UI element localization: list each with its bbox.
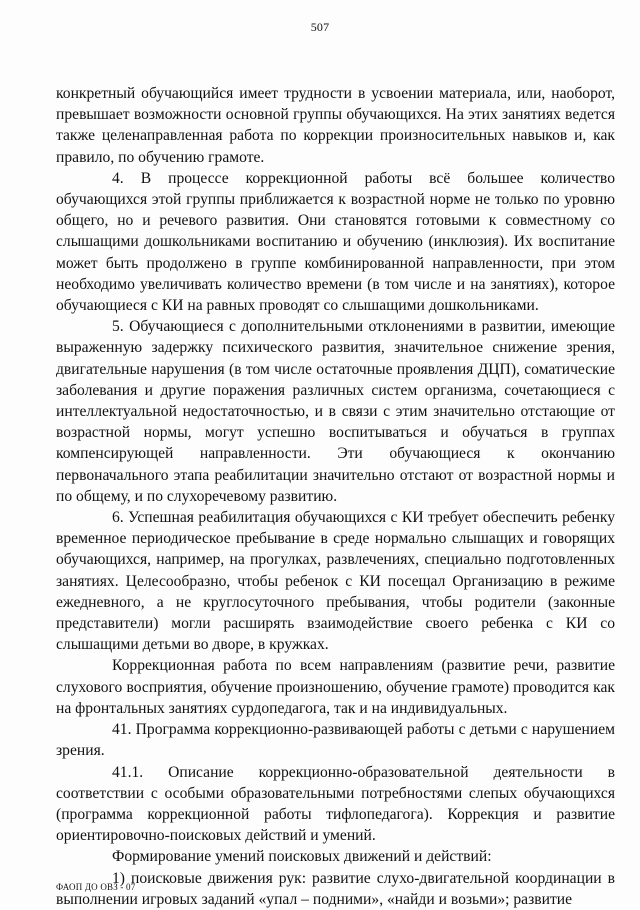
page-footer: ФАОП ДО ОВЗ - 07 xyxy=(56,882,136,892)
paragraph-item-6: 6. Успешная реабилитация обучающихся с КИ требует обеспечить ребенку временное периодическое пребывание в среде нормально слышащих и говорящих обучающихся, например, на прогулках, развлечениях, специально подготовленных занятиях. Целесообразно, чтобы ребенок с КИ посещал Организацию в режиме ежедневного, а не круглосуточного пребывания, чтобы родители (законные представители) могли расширять взаимодействие своего ребенка с КИ со слышащими детьми во дворе, в кружках. xyxy=(56,509,615,654)
paragraph-section-41: 41. Программа коррекционно-развивающей работы с детьми с нарушением зрения. xyxy=(56,721,615,760)
paragraph-correction-work: Коррекционная работа по всем направлениям (развитие речи, развитие слухового восприятия, обучение произношению, обучение грамоте) проводится как на фронтальных занятиях сурдопедагога, так и на индивидуальных. xyxy=(56,657,615,717)
paragraph-list-item-1: 1) поисковые движения рук: развитие слухо-двигательной координации в выполнении игровых заданий «упал – подними», «найди и возьми»; развитие xyxy=(56,869,615,908)
paragraph-continuation: конкретный обучающийся имеет трудности в усвоении материала, или, наоборот, превышает возможности основной группы обучающихся. На этих занятиях ведется также целенаправленная работа по коррекции произносительных навыков и, как правило, по обучению грамоте. xyxy=(56,85,615,166)
paragraph-skills-heading: Формирование умений поисковых движений и действий: xyxy=(112,848,492,866)
paragraph-section-41-1: 41.1. Описание коррекционно-образовательной деятельности в соответствии с особыми образовательными потребностями слепых обучающихся (программа коррекционной работы тифлопедагога). Коррекция и развитие ориентировочно-поисковых действий и умений. xyxy=(56,763,615,845)
paragraph-item-4: 4. В процессе коррекционной работы всё большее количество обучающихся этой группы приближается к возрастной норме не только по уровню общего, но и речевого развития. Они становятся готовыми к совместному со слышащими дошкольниками воспитанию и обучению (инклюзия). Их воспитание может быть продолжено в группе комбинированной направленности, при этом необходимо увеличивать количество времени (в том числе и на занятиях), которое обучающиеся с КИ на равных проводят со слышащими дошкольниками. xyxy=(56,169,615,315)
paragraph-item-5: 5. Обучающиеся с дополнительными отклонениями в развитии, имеющие выраженную задержку психического развития, значительное снижение зрения, двигательные нарушения (в том числе остаточные проявления ДЦП), соматические заболевания и другие поражения различных систем организма, сочетающиеся с интеллектуальной недостаточностью, и в связи с этим значительно отстающие от возрастной нормы, могут успешно воспитываться и обучаться в группах компенсирующей направленности. Эти обучающиеся к окончанию первоначального этапа реабилитации значительно отстают от возрастной нормы и по общему, и по слухоречевому развитию. xyxy=(56,318,615,505)
document-body xyxy=(56,83,615,910)
page-number: 507 xyxy=(310,20,330,34)
